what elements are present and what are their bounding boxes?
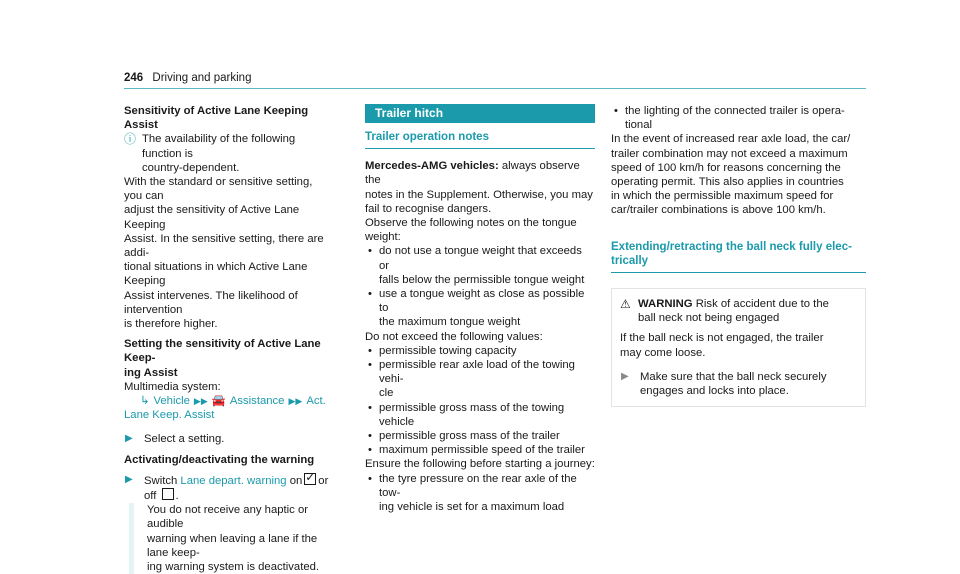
- note-line: The availability of the following function is: [142, 133, 296, 160]
- subheading-setting: Setting the sensitivity of Active Lane Keep-: [124, 338, 321, 365]
- body-line: adjust the sensitivity of Active Lane Keeping: [124, 204, 300, 231]
- subheading-warning: Activating/deactivating the warning: [124, 453, 315, 466]
- list-item: • permissible gross mass of the towing vehicle: [365, 401, 595, 429]
- subheading-setting: ing Assist: [124, 366, 178, 379]
- note-line: country-dependent.: [142, 161, 240, 174]
- checkbox-empty-icon: [162, 488, 174, 500]
- menu-assistance[interactable]: Assistance: [229, 395, 285, 408]
- subheading-ball-neck: Extending/retracting the ball neck fully elec- trically: [611, 240, 866, 273]
- car-icon: 🚘: [211, 395, 226, 408]
- page-header: [124, 71, 251, 85]
- body-line: speed of 100 km/h for reasons concerning the: [611, 161, 841, 174]
- step-arrow-icon: ▶: [621, 370, 629, 382]
- warning-line: If the ball neck is not engaged, the trailer: [620, 332, 824, 345]
- body-line: Ensure the following before starting a journey:: [365, 458, 595, 471]
- info-note: [124, 132, 332, 175]
- column-middle: [365, 104, 595, 514]
- body-line: Assist. In the sensitive setting, there are addi-: [124, 232, 324, 260]
- list-item: • use a tongue weight as close as possible to the maximum tongue weight: [365, 287, 595, 330]
- list-item: • do not use a tongue weight that exceeds or falls below the permissible tongue weight: [365, 244, 595, 287]
- turn-arrow-icon: ↳: [140, 395, 150, 408]
- body-line: weight:: [365, 231, 401, 244]
- warning-step: [620, 370, 857, 398]
- menu-vehicle[interactable]: Vehicle: [153, 395, 190, 408]
- warning-box: [611, 288, 866, 407]
- menu-lane-keep-assist[interactable]: Lane Keep. Assist: [124, 409, 215, 422]
- list-item: • permissible gross mass of the trailer: [365, 429, 595, 443]
- info-icon: ⓘ: [124, 132, 137, 147]
- list-item: • the lighting of the connected trailer is opera- tional: [611, 104, 866, 132]
- tongue-weight-list: [365, 244, 595, 329]
- body-line: is therefore higher.: [124, 318, 218, 331]
- list-item: • the tyre pressure on the rear axle of the tow- ing vehicle is set for a maximum load: [365, 472, 595, 515]
- column-left: [124, 104, 332, 574]
- journey-list: [365, 472, 595, 515]
- step-arrow-icon: ▶: [125, 473, 133, 485]
- step-text: engages and locks into place.: [640, 385, 789, 398]
- multimedia-label: Multimedia system:: [124, 380, 221, 393]
- step-arrow-icon: ▶: [125, 433, 133, 445]
- checkbox-checked-icon: [304, 473, 316, 485]
- body-line: operating permit. This also applies in countries: [611, 176, 844, 189]
- step-select-setting: [124, 432, 332, 446]
- step-text: Make sure that the ball neck securely: [640, 370, 827, 383]
- amg-note: Mercedes-AMG vehicles: always observe the: [365, 160, 580, 187]
- body-line: tional situations in which Active Lane Keeping: [124, 261, 308, 288]
- lane-depart-warning-link[interactable]: Lane depart. warning: [180, 474, 287, 487]
- column-right: [611, 104, 866, 407]
- page-number: 246: [124, 72, 144, 84]
- body-line: With the standard or sensitive setting, you can: [124, 176, 313, 203]
- subheading-trailer-operation: Trailer operation notes: [365, 130, 595, 149]
- list-item: • permissible towing capacity: [365, 344, 595, 358]
- warning-title: ⚠ WARNING Risk of accident due to the ball neck not being engaged: [620, 297, 829, 325]
- body-line: notes in the Supplement. Otherwise, you may: [365, 188, 593, 201]
- body-line: Observe the following notes on the tongue: [365, 217, 577, 230]
- warning-line: ball neck not being engaged: [638, 312, 780, 325]
- result-line: You do not receive any haptic or audible: [147, 504, 308, 531]
- chapter-title: Driving and parking: [152, 72, 252, 84]
- body-line: car/trailer combinations is above 100 km/h.: [611, 204, 826, 217]
- chevron-right-icon: ▶▶: [193, 396, 208, 407]
- section-heading-sensitivity: Sensitivity of Active Lane Keeping Assist: [124, 105, 309, 132]
- step-text: Switch Lane depart. warning on✓ or off .: [144, 473, 332, 503]
- result-line: warning when leaving a lane if the lane keep-: [147, 532, 318, 559]
- body-line: Do not exceed the following values:: [365, 330, 543, 343]
- journey-list-continued: [611, 104, 866, 132]
- step-text: Select a setting.: [144, 433, 225, 446]
- warning-label: WARNING: [638, 298, 693, 311]
- chevron-right-icon: ▶▶: [288, 396, 303, 407]
- body-line: In the event of increased rear axle load, the car/: [611, 133, 851, 146]
- result-line: ing warning system is deactivated.: [147, 561, 320, 574]
- body-line: fail to recognise dangers.: [365, 202, 492, 215]
- list-item: • permissible rear axle load of the towing vehi- cle: [365, 358, 595, 401]
- warning-triangle-icon: ⚠: [620, 297, 631, 312]
- body-line: trailer combination may not exceed a maximum: [611, 147, 848, 160]
- body-line: Assist intervenes. The likelihood of intervention: [124, 289, 298, 316]
- menu-act[interactable]: Act.: [306, 395, 326, 408]
- warning-line: may come loose.: [620, 346, 706, 359]
- step-switch-warning: [124, 473, 332, 503]
- header-rule: [124, 88, 866, 89]
- section-title-trailer-hitch: Trailer hitch: [365, 104, 595, 123]
- menu-path: [124, 394, 332, 408]
- limits-list: [365, 344, 595, 458]
- step-result: [129, 503, 332, 574]
- body-line: in which the permissible maximum speed for: [611, 190, 834, 203]
- list-item: • maximum permissible speed of the trailer: [365, 443, 595, 457]
